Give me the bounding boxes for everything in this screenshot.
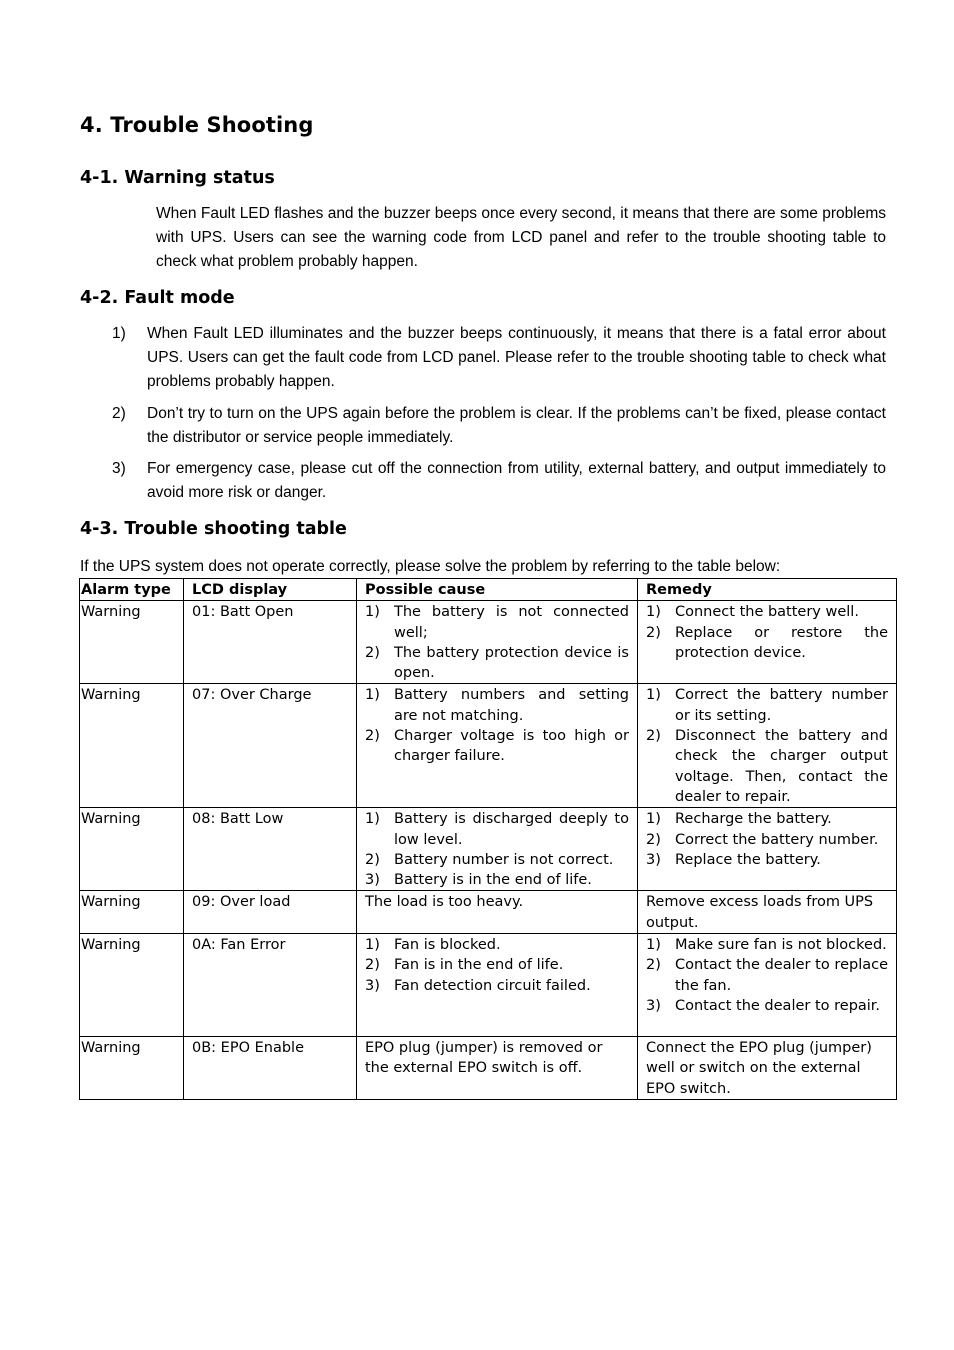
item-number: 2): [646, 624, 661, 641]
item-number: 3): [365, 977, 380, 994]
possible-cause-cell: The load is too heavy.: [357, 891, 638, 934]
trouble-table-intro: If the UPS system does not operate correctly, please solve the problem by referring to the table below:: [80, 558, 781, 575]
item-number: 3): [365, 872, 380, 889]
item-text: Connect the battery well.: [675, 604, 859, 621]
lcd-display-cell: 01: Batt Open: [184, 601, 357, 684]
item-number: 1): [646, 687, 661, 704]
possible-cause-cell: [357, 601, 638, 684]
item-text: Battery is in the end of life.: [394, 872, 592, 889]
lcd-display-cell: 08: Batt Low: [184, 808, 357, 891]
warning-status-text: When Fault LED flashes and the buzzer beeps once every second, it means that there are some problems with UPS. Users can see the warning code from LCD panel and refer to the trouble shooting table to check what problem probably happen.: [156, 205, 886, 270]
lcd-display-cell: 0B: EPO Enable: [184, 1037, 357, 1100]
item-text: For emergency case, please cut off the connection from utility, external battery, and output immediately to avoid more risk or danger.: [147, 460, 886, 501]
list-item: [646, 955, 888, 996]
list-item: [646, 996, 888, 1016]
trouble-shooting-table: [79, 578, 897, 1100]
table-header-row: [80, 579, 897, 601]
item-text: Recharge the battery.: [675, 811, 832, 828]
item-text: Make sure fan is not blocked.: [675, 937, 887, 954]
item-number: 1): [365, 687, 380, 704]
fault-mode-item: [112, 402, 886, 450]
remedy-cell: [638, 601, 897, 684]
item-text: Fan detection circuit failed.: [394, 977, 591, 994]
item-text: Contact the dealer to replace the fan.: [675, 957, 888, 994]
remedy-cell: [638, 808, 897, 891]
item-text: Disconnect the battery and check the charger output voltage. Then, contact the dealer to repair.: [675, 728, 888, 805]
item-text: When Fault LED illuminates and the buzzer beeps continuously, it means that there is a fatal error about UPS. Users can get the fault code from LCD panel. Please refer to the trouble shooting table to check what problems probably happen.: [147, 325, 886, 390]
list-item: [365, 870, 629, 890]
list-item: [646, 809, 888, 829]
remedy-cell: [638, 934, 897, 1037]
item-number: 2): [365, 728, 380, 745]
alarm-type-cell: Warning: [80, 891, 184, 934]
possible-cause-cell: EPO plug (jumper) is removed or the external EPO switch is off.: [357, 1037, 638, 1100]
header-alarm-type: Alarm type: [80, 579, 184, 601]
table-row: [80, 684, 897, 808]
table-row: [80, 1037, 897, 1100]
fault-mode-item: [112, 322, 886, 394]
item-number: 1): [646, 604, 661, 621]
list-item: [646, 726, 888, 807]
list-item: [646, 602, 888, 622]
remedy-cell: Remove excess loads from UPS output.: [638, 891, 897, 934]
list-item: [365, 850, 629, 870]
list-item: [365, 809, 629, 850]
list-item: [646, 935, 888, 955]
list-item: [365, 685, 629, 726]
alarm-type-cell: Warning: [80, 684, 184, 808]
item-number: 3): [646, 997, 661, 1014]
item-text: Fan is blocked.: [394, 937, 501, 954]
header-possible-cause: Possible cause: [357, 579, 638, 601]
list-item: [365, 976, 629, 996]
item-text: Fan is in the end of life.: [394, 957, 564, 974]
item-number: 1): [365, 604, 380, 621]
item-number: 2): [646, 728, 661, 745]
list-item: [646, 850, 888, 870]
item-number: 3): [646, 851, 661, 868]
header-lcd-display: LCD display: [184, 579, 357, 601]
list-item: [646, 685, 888, 726]
item-number: 1): [646, 937, 661, 954]
remedy-cell: [638, 684, 897, 808]
trouble-table-heading: 4-3. Trouble shooting table: [80, 519, 347, 539]
page-title: 4. Trouble Shooting: [80, 113, 314, 137]
table-row: [80, 808, 897, 891]
table-row: [80, 891, 897, 934]
list-item: [365, 726, 629, 767]
item-number: 2): [365, 644, 380, 661]
item-text: Charger voltage is too high or charger failure.: [394, 728, 629, 765]
table-row: [80, 601, 897, 684]
list-item: [365, 955, 629, 975]
alarm-type-cell: Warning: [80, 934, 184, 1037]
item-text: Battery is discharged deeply to low level.: [394, 811, 629, 848]
fault-mode-list: [112, 322, 886, 505]
possible-cause-cell: [357, 934, 638, 1037]
item-number: 2): [646, 831, 661, 848]
header-remedy: Remedy: [638, 579, 897, 601]
warning-status-heading: 4-1. Warning status: [80, 168, 275, 188]
lcd-display-cell: 07: Over Charge: [184, 684, 357, 808]
list-item: [365, 935, 629, 955]
item-text: Correct the battery number or its setting.: [675, 687, 888, 724]
item-number: 2): [365, 851, 380, 868]
alarm-type-cell: Warning: [80, 808, 184, 891]
item-text: Don’t try to turn on the UPS again before the problem is clear. If the problems can’t be fixed, please contact the distributor or service people immediately.: [147, 405, 886, 446]
lcd-display-cell: 09: Over load: [184, 891, 357, 934]
fault-mode-heading: 4-2. Fault mode: [80, 288, 235, 308]
item-number: 3): [112, 460, 126, 477]
item-number: 1): [112, 325, 126, 342]
item-number: 2): [646, 957, 661, 974]
item-text: Replace the battery.: [675, 851, 821, 868]
table-row: [80, 934, 897, 1037]
item-text: The battery is not connected well;: [394, 604, 629, 641]
list-item: [646, 830, 888, 850]
item-text: The battery protection device is open.: [394, 644, 629, 682]
item-number: 2): [365, 957, 380, 974]
item-number: 1): [365, 937, 380, 954]
item-text: Battery numbers and setting are not matching.: [394, 687, 629, 724]
item-number: 1): [646, 811, 661, 828]
item-number: 2): [112, 405, 126, 422]
item-text: Battery number is not correct.: [394, 851, 614, 868]
fault-mode-item: [112, 457, 886, 505]
list-item: [365, 602, 629, 643]
item-text: Contact the dealer to repair.: [675, 997, 881, 1014]
item-text: Correct the battery number.: [675, 831, 879, 848]
possible-cause-cell: [357, 684, 638, 808]
alarm-type-cell: Warning: [80, 601, 184, 684]
possible-cause-cell: [357, 808, 638, 891]
list-item: [646, 623, 888, 664]
item-number: 1): [365, 811, 380, 828]
list-item: [365, 643, 629, 684]
remedy-cell: Connect the EPO plug (jumper) well or switch on the external EPO switch.: [638, 1037, 897, 1100]
lcd-display-cell: 0A: Fan Error: [184, 934, 357, 1037]
item-text: Replace or restore the protection device.: [675, 624, 888, 661]
alarm-type-cell: Warning: [80, 1037, 184, 1100]
